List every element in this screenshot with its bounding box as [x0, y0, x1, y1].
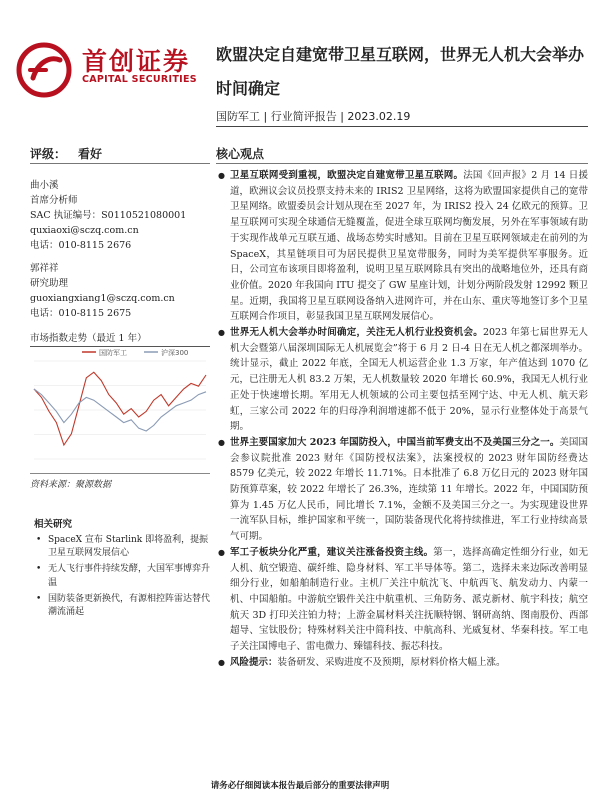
- core-point-lead: 世界主要国家加大 2023 年国防投入，中国当前军费支出不及美国三分之一。: [230, 436, 560, 448]
- market-index-chart: [30, 345, 210, 465]
- chart-legend-label: 沪深300: [161, 349, 189, 357]
- related-research-title: 相关研究: [34, 519, 73, 530]
- related-research-item[interactable]: • SpaceX 宣布 Starlink 即将盈利，提振卫星互联网发展信心: [30, 534, 210, 560]
- rating-divider: [30, 163, 210, 164]
- analyst-card: [30, 261, 210, 321]
- analyst-email[interactable]: guoxiangxiang1@sczq.com.cn: [30, 293, 175, 304]
- report-date: 2023.02.19: [347, 110, 411, 123]
- rating-value: 看好: [78, 147, 103, 161]
- report-meta: 国防军工 | 行业简评报告 | 2023.02.19: [216, 110, 411, 123]
- analyst-name: 曲小溪: [30, 180, 59, 191]
- core-point: [216, 435, 588, 545]
- related-research: [30, 516, 210, 622]
- brand-name-en: CAPITAL SECURITIES: [82, 74, 197, 85]
- industry-label: 国防军工: [216, 110, 260, 123]
- chart-source: 资料来源：聚源数据: [30, 473, 210, 490]
- analyst-title: 研究助理: [30, 278, 69, 289]
- analyst-license: SAC 执证编号：S0110521080001: [30, 210, 187, 221]
- rating: [30, 145, 102, 162]
- chart-gridlines: [34, 361, 206, 459]
- chart-series-line: [34, 372, 206, 445]
- brand-name-cn: 首创证券: [82, 47, 191, 76]
- core-point-lead: 世界无人机大会举办时间确定，关注无人机行业投资机会。: [230, 327, 483, 339]
- chart-title: 市场指数走势（最近 1 年）: [30, 330, 210, 347]
- core-views-title: 核心观点: [216, 147, 265, 161]
- core-point: [216, 655, 588, 671]
- core-divider: [216, 163, 588, 164]
- core-point-body: 2023 年第七届世界无人机大会暨第八届深圳国际无人机展览会”将于 6 月 2 日-4 日在无人机之都深圳举办。统计显示，截止 2022 年底，全国无人机运营企业 1.3 万家，年产值达到 1070 亿元，已注册无人机 83.2 万架，无人机数量较 2020 年增长 60.9%，我国无人机行业正处于快速增长期。军用无人机领域的公司主要包括至网宁达、中无人机、航天彩虹，三家公司 2022 年的归母净利润增速都不低于 20%，显示行业整体处于高景气期。: [230, 327, 588, 433]
- core-point-body: 第一，选择高确定性细分行业，如无人机、航空锻造、碳纤维、隐身材料、军工半导体等。第二，选择未来边际改善明显细分行业，如船舶制造行业。主机厂关注中航沈飞、中航西飞、航发动力、内蒙一机、中国船舶。中游航空锻件关注中航重机、三角防务、派克新材、航宇科技；航空航天 3D 打印关注铂力特；上游金属材料关注抚顺特钢、钢研高纳、图南股份、西部超导、宝钛股份；特殊材料关注中简科技、中航高科、光威复材、华秦科技。军工电子关注国博电子、雷电微力、臻镭科技、振芯科技。: [230, 546, 588, 653]
- analyst-title: 首席分析师: [30, 195, 78, 206]
- core-points-list: [216, 168, 588, 671]
- report-title: 欧盟决定自建宽带卫星互联网，世界无人机大会举办时间确定: [216, 45, 585, 98]
- chart-legend: [82, 348, 188, 357]
- analyst-email[interactable]: quxiaoxi@sczq.com.cn: [30, 225, 139, 236]
- analyst-phone: 电话：010-8115 2675: [30, 308, 132, 319]
- company-logo: [16, 40, 216, 100]
- rating-label: 评级：: [30, 147, 67, 161]
- related-research-item[interactable]: • 无人飞行事件持续发酵，大国军事博弈升温: [30, 563, 210, 589]
- core-point-body: 装备研发、采购进度不及预期，原材料价格大幅上涨。: [277, 656, 506, 668]
- analyst-name: 郭祥祥: [30, 263, 59, 274]
- core-point: [216, 545, 588, 655]
- chart-legend-label: 国防军工: [99, 349, 127, 357]
- core-point-body: 法国《回声报》2 月 14 日援道，欧洲议会议员投票支持未来的 IRIS2 卫星网络，这将为欧盟国家提供自己的宽带卫星网络。欧盟委员会计划从现在至 2027 年，为 IRIS2 投入 24 亿欧元的预算。卫星互联网可实现全球通信无缝覆盖，促进全球互联网均衡发展，另外在军事领域有助于实现作战单元互联互通、战场态势实时感知。目前在卫星互联网领域走在前列的为 SpaceX，其星链项目可为居民提供卫星宽带服务，同时为美军提供军事服务。近日，公司宣布该项目即将盈利，说明卫星互联网除具有突出的战略地位外，还具有商业价值。2020 年我国向 ITU 提交了 GW 星座计划，计划分两阶段发射 12992 颗卫星。近期，我国将卫星互联网设备纳入进网许可，并在山东、重庆等地签订多个卫星互联网合作项目，彰显我国卫星互联网发展信心。: [230, 170, 588, 323]
- chart-series-group: [34, 372, 206, 445]
- core-point-lead: 风险提示：: [230, 656, 278, 668]
- core-point: [216, 168, 588, 325]
- header-divider: [216, 126, 588, 127]
- legal-footer: 请务必仔细阅读本报告最后部分的重要法律声明: [210, 781, 390, 791]
- core-point-body: 美国国会参议院批准 2023 财年《国防授权法案》，法案授权的 2023 财年国防经费达 8579 亿美元，较 2022 年增长 11.71%。日本批准了 6.8 万亿日元的 2023 财年国防预算草案，较 2022 年增长了 26.3%，连续第 11 年增长。2022 年，中国国防预算为 1.45 万亿人民币，同比增长 7.1%，金额不及美国三分之一。为实现建设世界一流军队目标，维护国家和平统一，国防装备现代化将持续推进，军工行业持续高景气可期。: [230, 436, 588, 543]
- capital-securities-logo-icon: [16, 42, 72, 98]
- core-point: [216, 325, 588, 435]
- analyst-card: [30, 178, 210, 253]
- related-research-item[interactable]: • 国防装备更新换代，有源相控阵雷达替代潮流涌起: [30, 593, 210, 619]
- report-type-label: 行业简评报告: [270, 110, 337, 123]
- analyst-phone: 电话：010-8115 2676: [30, 240, 132, 251]
- core-point-lead: 军工子板块分化严重，建议关注涨备投资主线。: [230, 546, 434, 558]
- core-point-lead: 卫星互联网受到重视，欧盟决定自建宽带卫星互联网。: [230, 170, 464, 181]
